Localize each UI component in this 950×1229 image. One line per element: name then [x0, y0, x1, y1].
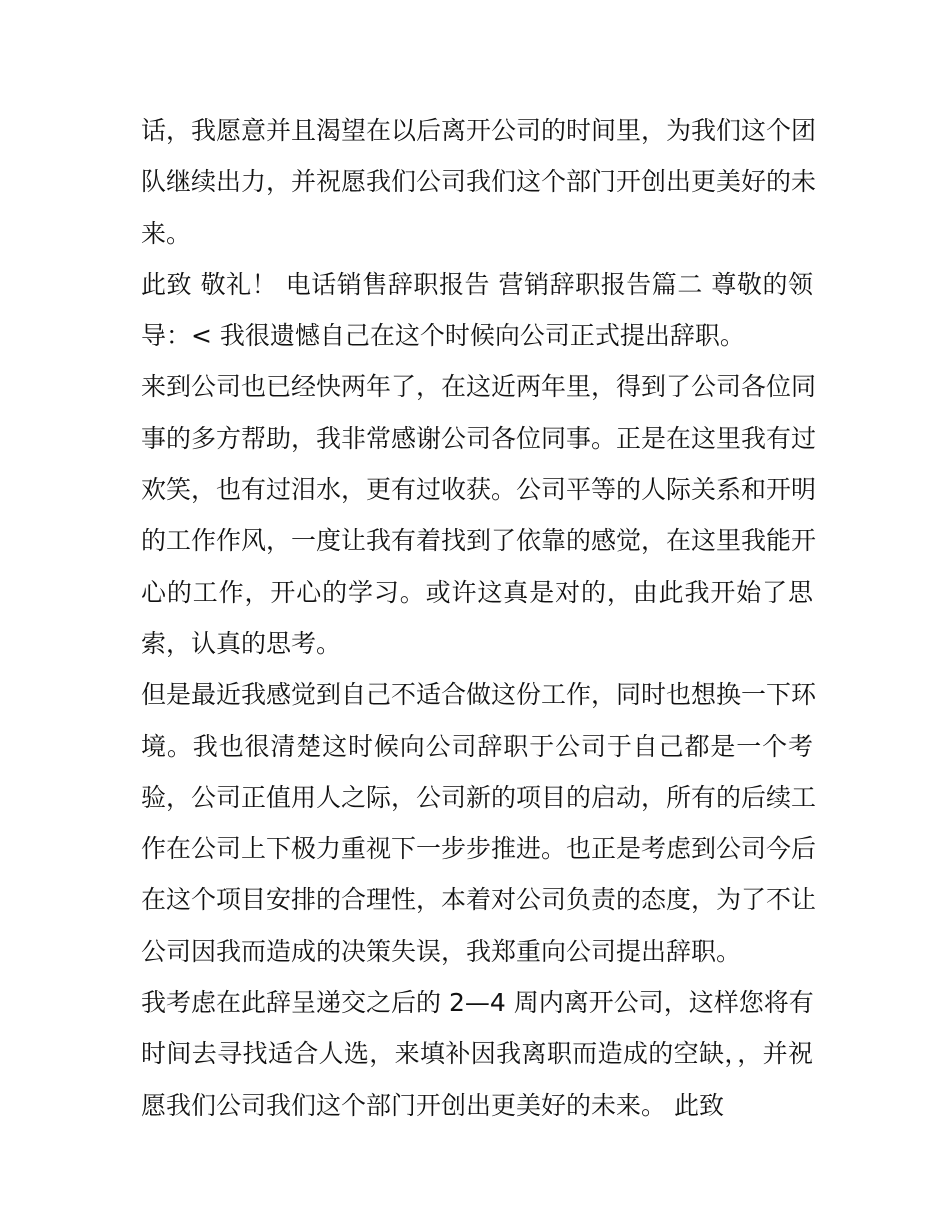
text-line: 但是最近我感觉到自己不适合做这份工作，同时也想换一下环: [141, 680, 817, 710]
text-line: 在这个项目安排的合理性，本着对公司负责的态度，为了不让: [141, 885, 817, 915]
text-line: 公司因我而造成的决策失误，我郑重向公司提出辞职。: [141, 936, 742, 966]
paragraph-closing-wish: [141, 105, 817, 259]
text-line: 欢笑，也有过泪水，更有过收获。公司平等的人际关系和开明: [141, 475, 817, 505]
text-line: 境。我也很清楚这时候向公司辞职于公司于自己都是一个考: [141, 731, 813, 761]
text-line: 话，我愿意并且渴望在以后离开公司的时间里，为我们这个团: [141, 116, 817, 145]
text-line: 此致 敬礼！ 电话销售辞职报告 营销辞职报告篇二 尊敬的领: [141, 269, 813, 299]
paragraph-gratitude: [141, 361, 817, 669]
text-line: 索，认真的思考。: [141, 628, 342, 658]
text-line: 心的工作，开心的学习。或许这真是对的，由此我开始了思: [141, 577, 813, 607]
text-line: 的工作作风，一度让我有着找到了依靠的感觉，在这里我能开: [141, 526, 817, 556]
text-line: 我考虑在此辞呈递交之后的 2—4 周内离开公司，这样您将有: [141, 988, 814, 1018]
paragraph-departure-plan: [141, 977, 813, 1131]
document-body: [141, 105, 817, 1131]
text-line: 愿我们公司我们这个部门开创出更美好的未来。 此致: [141, 1090, 724, 1120]
text-line: 来。: [141, 218, 192, 248]
text-line: 作在公司上下极力重视下一步步推进。也正是考虑到公司今后: [141, 834, 817, 864]
paragraph-salutation: [141, 259, 813, 362]
text-line: 导：< 我很遗憾自己在这个时候向公司正式提出辞职。: [141, 321, 745, 351]
text-line: 队继续出力，并祝愿我们公司我们这个部门开创出更美好的未: [141, 167, 817, 197]
text-line: 验，公司正值用人之际，公司新的项目的启动，所有的后续工: [141, 782, 817, 812]
text-line: 来到公司也已经快两年了，在这近两年里，得到了公司各位同: [141, 372, 817, 402]
paragraph-reason: [141, 669, 817, 977]
text-line: 时间去寻找适合人选，来填补因我离职而造成的空缺，，并祝: [141, 1039, 813, 1069]
text-line: 事的多方帮助，我非常感谢公司各位同事。正是在这里我有过: [141, 423, 817, 453]
